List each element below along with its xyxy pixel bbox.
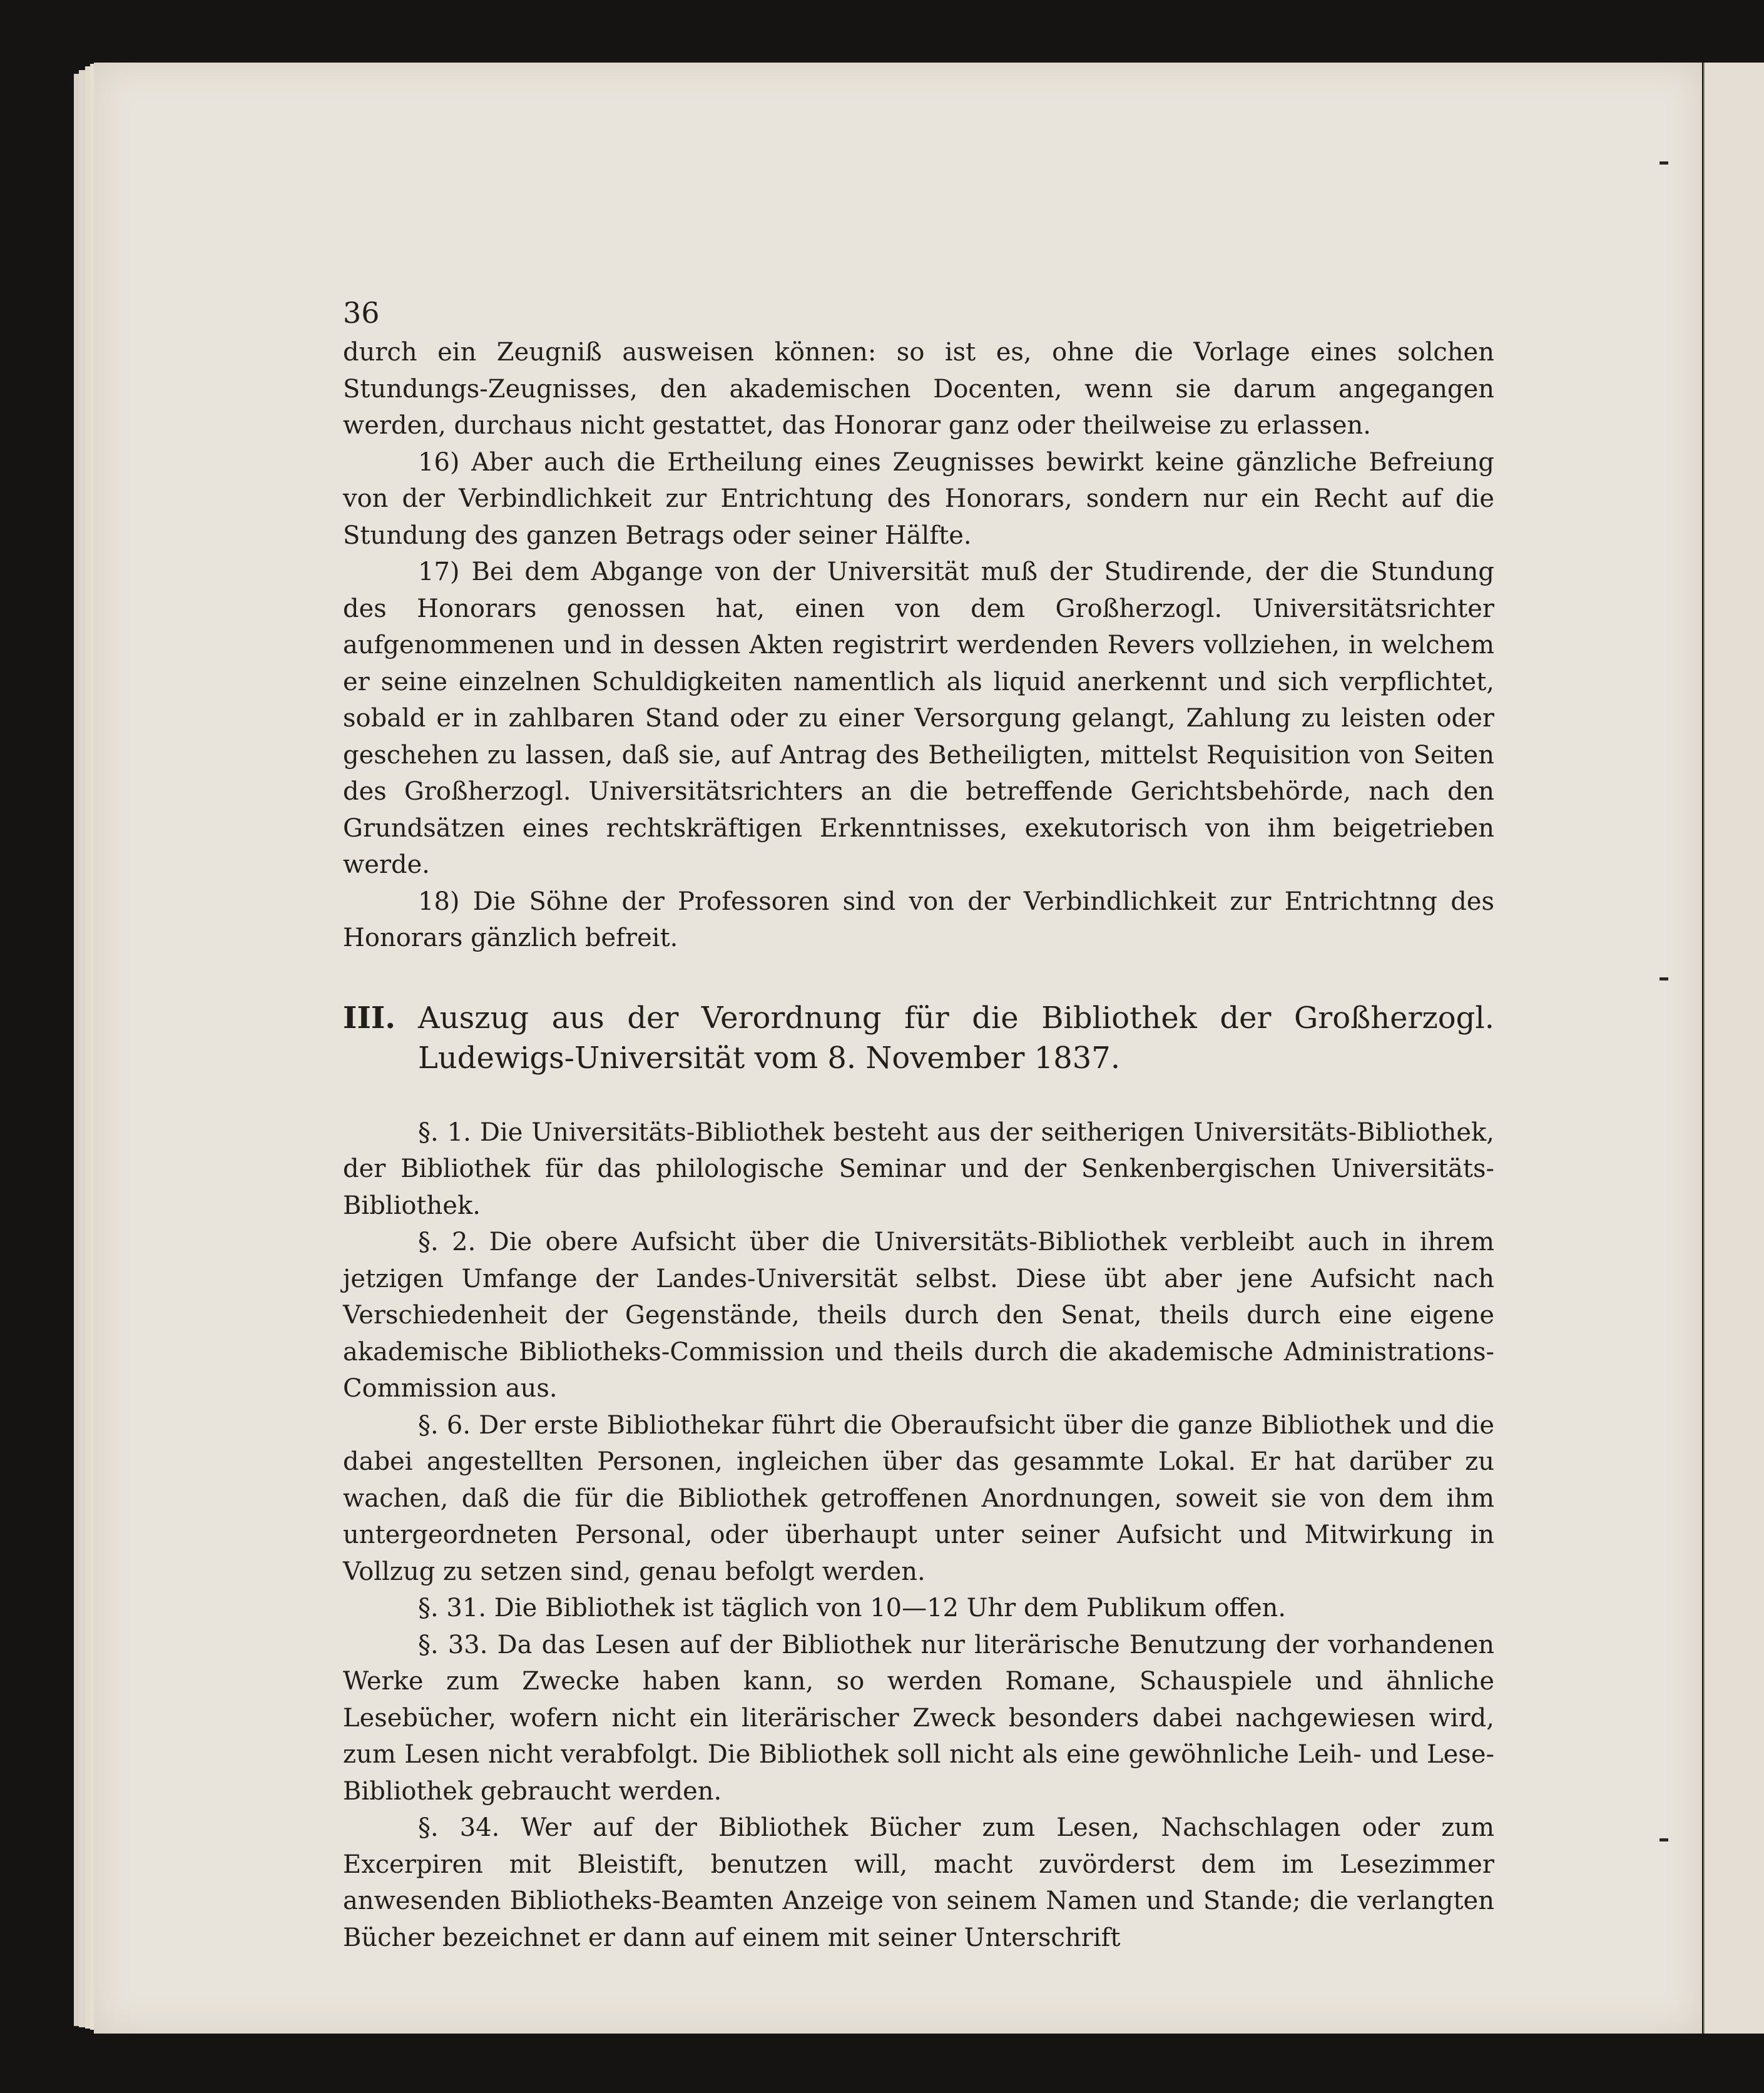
edge-mark (1659, 161, 1668, 165)
paragraph-continuation: durch ein Zeugniß ausweisen können: so ist es, ohne die Vorlage eines solchen Stundungs-Zeugnisses, den akademischen Docenten, wenn sie darum angegangen werden, durchaus nicht gestattet, das Honorar ganz oder theilweise zu erlassen. (343, 338, 1494, 440)
article-33: §. 33. Da das Lesen auf der Bibliothek nur literärische Benutzung der vorhandenen Werke zum Zwecke haben kann, so werden Romane, Schauspiele und ähnliche Lesebücher, wofern nicht ein literärischer Zweck besonders dabei nachgewiesen wird, zum Lesen nicht verabfolgt. Die Bibliothek soll nicht als eine gewöhnliche Leih- und Lese-Bibliothek gebraucht werden. (343, 1630, 1494, 1806)
page-content (343, 294, 1494, 1956)
section-title: Auszug aus der Verordnung für die Bibliothek der Großherzogl. Ludewigs-Universität vom 8. November 1837. (418, 1000, 1494, 1076)
article-1: §. 1. Die Universitäts-Bibliothek besteht aus der seitherigen Universitäts-Bibliothek, der Bibliothek für das philologische Seminar und der Senkenbergischen Universitäts-Bibliothek. (343, 1118, 1494, 1220)
article-6: §. 6. Der erste Bibliothekar führt die Oberaufsicht über die ganze Bibliothek und die dabei angestellten Personen, ingleichen über das gesammte Lokal. Er hat darüber zu wachen, daß die für die Bibliothek getroffenen Anordnungen, soweit sie von dem ihm untergeordneten Personal, oder überhaupt unter seiner Aufsicht und Mitwirkung in Vollzug zu setzen sind, genau befolgt werden. (343, 1410, 1494, 1586)
facing-page-edge (1703, 63, 1764, 2034)
paragraph-18: 18) Die Söhne der Professoren sind von der Verbindlichkeit zur Entrichtnng des Honorars gänzlich befreit. (343, 887, 1494, 952)
edge-mark (1659, 977, 1668, 980)
article-2: §. 2. Die obere Aufsicht über die Universitäts-Bibliothek verbleibt auch in ihrem jetzigen Umfange der Landes-Universität selbst. Diese übt aber jene Aufsicht nach Verschiedenheit der Gegenstände, theils durch den Senat, theils durch eine eigene akademische Bibliotheks-Commission und theils durch die akademische Administrations-Commission aus. (343, 1228, 1494, 1403)
section-heading (343, 998, 1494, 1078)
paragraph-16: 16) Aber auch die Ertheilung eines Zeugnisses bewirkt keine gänzliche Befreiung von der Verbindlichkeit zur Entrichtung des Honorars, sondern nur ein Recht auf die Stundung des ganzen Betrags oder seiner Hälfte. (343, 447, 1494, 550)
section-numeral: III. (343, 1000, 396, 1036)
article-31: §. 31. Die Bibliothek ist täglich von 10—12 Uhr dem Publikum offen. (418, 1594, 1287, 1622)
page-number: 36 (343, 296, 380, 330)
paragraph-17: 17) Bei dem Abgange von der Universität muß der Studirende, der die Stundung des Honorars genossen hat, einen von dem Großherzogl. Universitätsrichter aufgenommenen und in dessen Akten registrirt werdenden Revers vollziehen, in welchem er seine einzelnen Schuldigkeiten namentlich als liquid anerkennt und sich verpflichtet, sobald er in zahlbaren Stand oder zu einer Versorgung gelangt, Zahlung zu leisten oder geschehen zu lassen, daß sie, auf Antrag des Betheiligten, mittelst Requisition von Seiten des Großherzogl. Universitätsrichters an die betreffende Gerichtsbehörde, nach den Grundsätzen eines rechtskräftigen Erkenntnisses, exekutorisch von ihm beigetrieben werde. (343, 558, 1494, 879)
edge-mark (1659, 1838, 1668, 1841)
article-34: §. 34. Wer auf der Bibliothek Bücher zum Lesen, Nachschlagen oder zum Excerpiren mit Bleistift, benutzen will, macht zuvörderst dem im Lesezimmer anwesenden Bibliotheks-Beamten Anzeige von seinem Namen und Stande; die verlangten Bücher bezeichnet er dann auf einem mit seiner Unterschrift (343, 1813, 1494, 1952)
